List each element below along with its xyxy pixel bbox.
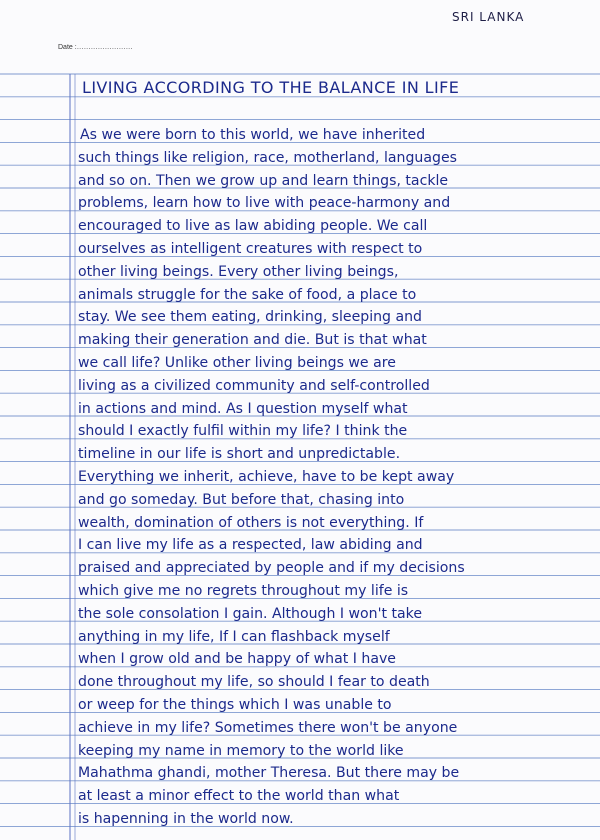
essay-line: keeping my name in memory to the world like xyxy=(78,742,404,759)
essay-line: and go someday. But before that, chasing into xyxy=(78,491,405,508)
essay-line: I can live my life as a respected, law abiding and xyxy=(78,537,423,554)
essay-line: encouraged to live as law abiding people. We call xyxy=(78,218,428,235)
country-label: SRI LANKA xyxy=(452,10,525,24)
essay-line: which give me no regrets throughout my life is xyxy=(78,582,409,599)
essay-line: the sole consolation I gain. Although I won't take xyxy=(78,605,422,622)
essay-line: in actions and mind. As I question myself what xyxy=(78,400,408,417)
essay-line: anything in my life, If I can flashback myself xyxy=(78,628,390,645)
essay-line: As we were born to this world, we have inherited xyxy=(80,127,426,143)
essay-line: ourselves as intelligent creatures with respect to xyxy=(78,240,423,257)
essay-line: such things like religion, race, motherland, languages xyxy=(78,149,457,166)
essay-line: is hapenning in the world now. xyxy=(78,810,294,827)
essay-line: at least a minor effect to the world than what xyxy=(78,788,400,805)
essay-line: we call life? Unlike other living beings we are xyxy=(78,354,396,371)
essay-line: or weep for the things which I was unable to xyxy=(78,696,392,713)
essay-line: when I grow old and be happy of what I have xyxy=(78,651,396,668)
essay-line: and so on. Then we grow up and learn things, tackle xyxy=(78,172,449,189)
essay-line: timeline in our life is short and unpredictable. xyxy=(78,446,401,463)
essay-line: stay. We see them eating, drinking, sleeping and xyxy=(78,309,422,326)
essay-line: making their generation and die. But is that what xyxy=(78,332,427,349)
date-field: Date :…………………… xyxy=(58,44,133,51)
essay-line: other living beings. Every other living beings, xyxy=(78,263,399,280)
essay-line: praised and appreciated by people and if my decisions xyxy=(78,560,465,577)
essay-line: Mahathma ghandi, mother Theresa. But there may be xyxy=(78,765,460,782)
essay-line: problems, learn how to live with peace-harmony and xyxy=(78,195,451,212)
essay-line: done throughout my life, so should I fear to death xyxy=(78,674,430,691)
essay-title: LIVING ACCORDING TO THE BALANCE IN LIFE xyxy=(82,78,460,97)
essay-line: wealth, domination of others is not everything. If xyxy=(78,514,424,531)
essay-line: living as a civilized community and self-controlled xyxy=(78,377,430,394)
essay-line: animals struggle for the sake of food, a place to xyxy=(78,286,417,303)
essay-line: achieve in my life? Sometimes there won't be anyone xyxy=(78,719,458,736)
essay-line: Everything we inherit, achieve, have to be kept away xyxy=(78,468,455,485)
essay-body xyxy=(78,124,598,831)
essay-line: should I exactly fulfil within my life? I think the xyxy=(78,423,408,440)
